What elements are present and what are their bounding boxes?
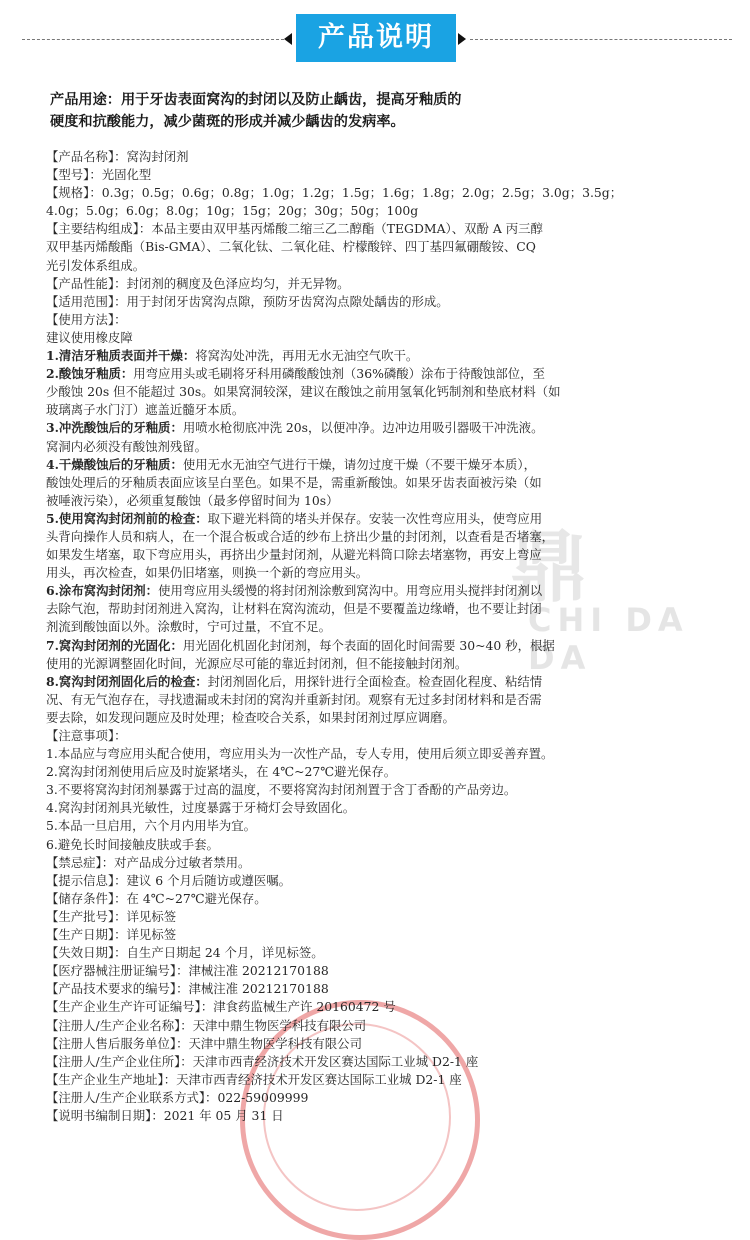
field-label: 【注意事项】： <box>46 728 127 743</box>
field-value: 窝洞内必须没有酸蚀剂残留。 <box>46 438 208 454</box>
instruction-line <box>46 854 736 872</box>
instruction-line <box>46 329 736 347</box>
field-label: 【适用范围】： <box>46 293 127 309</box>
field-value: 被唾液污染），必须重复酸蚀（最多停留时间为 10s） <box>46 492 339 508</box>
instruction-line <box>46 781 736 799</box>
field-value: 用弯应用头或毛刷将牙科用磷酸酸蚀剂（36%磷酸）涂布于待酸蚀部位，至 <box>133 366 545 382</box>
field-label: 【使用方法】： <box>46 311 127 327</box>
field-label: 1.清洁牙釉质表面并干燥： <box>46 348 196 364</box>
field-label: 6.涂布窝沟封闭剂： <box>46 583 159 599</box>
instruction-line <box>46 908 736 926</box>
field-value: 建议使用橡皮障 <box>46 329 133 345</box>
field-value: 自生产日期起 24 个月，详见标签。 <box>126 945 324 961</box>
field-label: 【产品性能】： <box>46 275 127 291</box>
field-value: 本品主要由双甲基丙烯酸二缩三乙二醇酯（TEGDMA）、双酚 A 丙三醇 <box>151 221 543 237</box>
field-label: 【提示信息】： <box>46 872 127 888</box>
instruction-line <box>46 184 736 202</box>
field-label: 2.酸蚀牙釉质： <box>46 366 134 382</box>
field-value: 用光固化机固化封闭剂，每个表面的固化时间需要 30~40 秒，根据 <box>182 637 555 653</box>
instruction-line <box>46 1053 736 1071</box>
field-value: 2021 年 05 月 31 日 <box>163 1107 284 1123</box>
field-value: 津械注准 20212170188 <box>188 981 329 997</box>
field-value: 津食药监械生产许 20160472 号 <box>213 999 396 1015</box>
field-value: 头背向操作人员和病人，在一个混合板或合适的纱布上挤出少量的封闭剂，以查看是否堵塞， <box>46 528 555 544</box>
instruction-line <box>46 365 736 383</box>
usage-line: 产品用途：用于牙齿表面窝沟的封闭以及防止龋齿，提高牙釉质的 <box>50 92 462 108</box>
field-label: 8.窝沟封闭剂固化后的检查： <box>46 673 208 689</box>
instruction-line <box>46 510 736 528</box>
field-value: 建议 6 个月后随访或遵医嘱。 <box>126 872 291 888</box>
field-value: 使用的光源调整固化时间，光源应尽可能的靠近封闭剂，但不能接触封闭剂。 <box>46 655 468 671</box>
field-value: 在 4℃~27℃避光保存。 <box>126 890 267 906</box>
instruction-line <box>46 962 736 980</box>
field-value: 022-59009999 <box>217 1089 309 1105</box>
field-value: 6.避免长时间接触皮肤或手套。 <box>46 836 219 852</box>
instruction-line <box>46 600 736 618</box>
field-value: 详见标签 <box>126 908 177 924</box>
instruction-line <box>46 257 736 275</box>
field-label: 4.干燥酸蚀后的牙釉质： <box>46 456 183 472</box>
page-title: 产品说明 <box>296 14 456 62</box>
field-value: 4.窝沟封闭剂具光敏性，过度暴露于牙椅灯会导致固化。 <box>46 800 356 816</box>
instruction-line <box>46 727 736 745</box>
field-value: 将窝沟处冲洗，再用无水无油空气吹干。 <box>195 348 419 364</box>
field-value: 津械注准 20212170188 <box>188 963 329 979</box>
field-label: 【禁忌症】： <box>46 854 115 870</box>
field-label: 【生产企业生产许可证编号】： <box>46 999 214 1015</box>
instruction-line <box>46 691 736 709</box>
field-value: 对产品成分过敏者禁用。 <box>114 854 251 870</box>
field-value: 3.不要将窝沟封闭剂暴露于过高的温度，不要将窝沟封闭剂置于含丁香酚的产品旁边。 <box>46 782 517 798</box>
instruction-line <box>46 456 736 474</box>
field-value: 详见标签 <box>126 927 177 943</box>
instruction-line <box>46 582 736 600</box>
field-value: 2.窝沟封闭剂使用后应及时旋紧堵头，在 4℃~27℃避光保存。 <box>46 764 397 780</box>
instruction-line <box>46 383 736 401</box>
watermark-logo: 鼎 <box>510 523 597 613</box>
field-label: 【主要结构组成】： <box>46 221 152 237</box>
usage-line: 硬度和抗酸能力，减少菌斑的形成并减少龋齿的发病率。 <box>50 114 405 130</box>
field-label: 【注册人/生产企业住所】： <box>46 1053 193 1069</box>
instruction-line <box>46 438 736 456</box>
field-value: 要去除，如发现问题应及时处理；检查咬合关系，如果封闭剂过厚应调磨。 <box>46 709 455 725</box>
instruction-line <box>46 238 736 256</box>
field-value: 封闭剂的稠度及色泽应均匀，并无异物。 <box>126 275 350 291</box>
instruction-line <box>46 618 736 636</box>
instruction-line <box>46 293 736 311</box>
field-value: 天津中鼎生物医学科技有限公司 <box>188 1035 362 1051</box>
field-value: 少酸蚀 20s 但不能超过 30s。如果窝洞较深，建议在酸蚀之前用氢氧化钙制剂和垫底材料（如 <box>46 384 561 400</box>
instruction-line <box>46 872 736 890</box>
instruction-line <box>46 763 736 781</box>
instruction-line <box>46 890 736 908</box>
instruction-line <box>46 166 736 184</box>
instruction-line <box>46 998 736 1016</box>
field-label: 【生产企业生产地址】： <box>46 1071 177 1087</box>
field-value: 窝沟封闭剂 <box>126 149 189 164</box>
field-value: 酸蚀处理后的牙釉质表面应该呈白垩色。如果不是，需重新酸蚀。如果牙齿表面被污染（如 <box>46 474 542 490</box>
instruction-line <box>46 492 736 510</box>
divider-right <box>470 39 732 40</box>
field-label: 【产品技术要求的编号】： <box>46 981 189 997</box>
field-label: 5.使用窝沟封闭剂前的检查： <box>46 510 208 526</box>
field-value: 双甲基丙烯酸酯（Bis-GMA）、二氧化钛、二氧化硅、柠檬酸锌、四丁基四氟硼酸铵、CQ <box>46 239 536 255</box>
field-value: 5.本品一旦启用，六个月内用毕为宜。 <box>46 818 257 834</box>
instruction-line <box>46 202 736 220</box>
instruction-line <box>46 655 736 673</box>
instruction-line <box>46 275 736 293</box>
field-label: 3.冲洗酸蚀后的牙釉质： <box>46 420 183 436</box>
field-value: 0.3g；0.5g；0.6g；0.8g；1.0g；1.2g；1.5g；1.6g；1.8g；2.0g；2.5g；3.0g；3.5g； <box>101 185 623 201</box>
instruction-line <box>46 564 736 582</box>
instruction-line <box>46 944 736 962</box>
field-label: 【型号】： <box>46 167 102 183</box>
instruction-line <box>46 311 736 329</box>
instruction-line <box>46 1107 736 1125</box>
instruction-line <box>46 1071 736 1089</box>
field-label: 【储存条件】： <box>46 890 127 906</box>
instruction-line <box>46 799 736 817</box>
field-value: 用于封闭牙齿窝沟点隙，预防牙齿窝沟点隙处龋齿的形成。 <box>126 293 449 309</box>
field-value: 4.0g；5.0g；6.0g；8.0g；10g；15g；20g；30g；50g；100g <box>46 203 419 219</box>
instruction-line <box>46 220 736 238</box>
instruction-line <box>46 148 736 166</box>
field-label: 【生产批号】： <box>46 908 127 924</box>
instruction-line <box>46 419 736 437</box>
instruction-line <box>46 836 736 854</box>
field-value: 剂流到酸蚀面以外。涂敷时，宁可过量，不宜不足。 <box>46 619 331 635</box>
field-value: 天津中鼎生物医学科技有限公司 <box>192 1017 367 1033</box>
field-value: 光引发体系组成。 <box>46 257 146 273</box>
field-value: 封闭剂固化后，用探针进行全面检查。检查固化程度、粘结情 <box>207 673 543 689</box>
page-header <box>0 14 750 64</box>
field-label: 【产品名称】： <box>46 149 127 164</box>
field-value: 去除气泡，帮助封闭剂进入窝沟，让材料在窝沟流动，但是不要覆盖边缘嵴，也不要让封闭 <box>46 601 542 617</box>
instruction-line <box>46 637 736 655</box>
instruction-line <box>46 817 736 835</box>
instruction-line <box>46 347 736 365</box>
instruction-line <box>46 980 736 998</box>
instruction-line <box>46 926 736 944</box>
triangle-right-icon <box>458 33 466 45</box>
field-value: 况、有无气泡存在，寻找遗漏或未封闭的窝沟并重新封闭。观察有无过多封闭材料和是否需 <box>46 691 542 707</box>
field-label: 【说明书编制日期】： <box>46 1107 164 1123</box>
instruction-line <box>46 1017 736 1035</box>
field-value: 玻璃离子水门汀）遮盖近髓牙本质。 <box>46 402 245 418</box>
field-value: 用头，再次检查，如果仍旧堵塞，则换一个新的弯应用头。 <box>46 565 369 581</box>
field-label: 【医疗器械注册证编号】： <box>46 963 189 979</box>
product-usage <box>50 89 710 133</box>
field-value: 光固化型 <box>101 167 152 183</box>
field-label: 【注册人/生产企业名称】： <box>46 1017 193 1033</box>
instruction-line <box>46 1035 736 1053</box>
field-value: 取下避光料筒的堵头并保存。安装一次性弯应用头，使弯应用 <box>207 510 543 526</box>
field-label: 【规格】： <box>46 185 102 201</box>
instruction-line <box>46 474 736 492</box>
field-value: 天津市西青经济技术开发区赛达国际工业城 D2-1 座 <box>192 1053 479 1069</box>
instruction-line <box>46 1089 736 1107</box>
instruction-line <box>46 401 736 419</box>
divider-left <box>22 39 284 40</box>
field-value: 如果发生堵塞，取下弯应用头，再挤出少量封闭剂，从避光料筒口除去堵塞物，再安上弯应 <box>46 547 542 563</box>
instruction-line <box>46 673 736 691</box>
field-value: 用喷水枪彻底冲洗 20s，以便冲净。边冲边用吸引器吸干冲洗液。 <box>182 420 544 436</box>
instructions-body <box>46 148 736 1125</box>
field-label: 【注册人/生产企业联系方式】： <box>46 1089 218 1105</box>
field-value: 天津市西青经济技术开发区赛达国际工业城 D2-1 座 <box>176 1071 462 1087</box>
watermark-text: CHI DA DA <box>528 601 689 677</box>
field-label: 【失效日期】： <box>46 945 127 961</box>
instruction-line <box>46 745 736 763</box>
instruction-line <box>46 528 736 546</box>
instruction-line <box>46 709 736 727</box>
triangle-left-icon <box>284 33 292 45</box>
field-value: 使用无水无油空气进行干燥，请勿过度干燥（不要干燥牙本质）， <box>182 456 536 472</box>
field-value: 1.本品应与弯应用头配合使用，弯应用头为一次性产品，专人专用，使用后须立即妥善弃置。 <box>46 746 554 762</box>
field-label: 【注册人售后服务单位】： <box>46 1035 189 1051</box>
field-label: 【生产日期】： <box>46 927 127 943</box>
instruction-line <box>46 546 736 564</box>
field-value: 使用弯应用头缓慢的将封闭剂涂敷到窝沟中。用弯应用头搅拌封闭剂以 <box>158 583 543 599</box>
field-label: 7.窝沟封闭剂的光固化： <box>46 637 183 653</box>
